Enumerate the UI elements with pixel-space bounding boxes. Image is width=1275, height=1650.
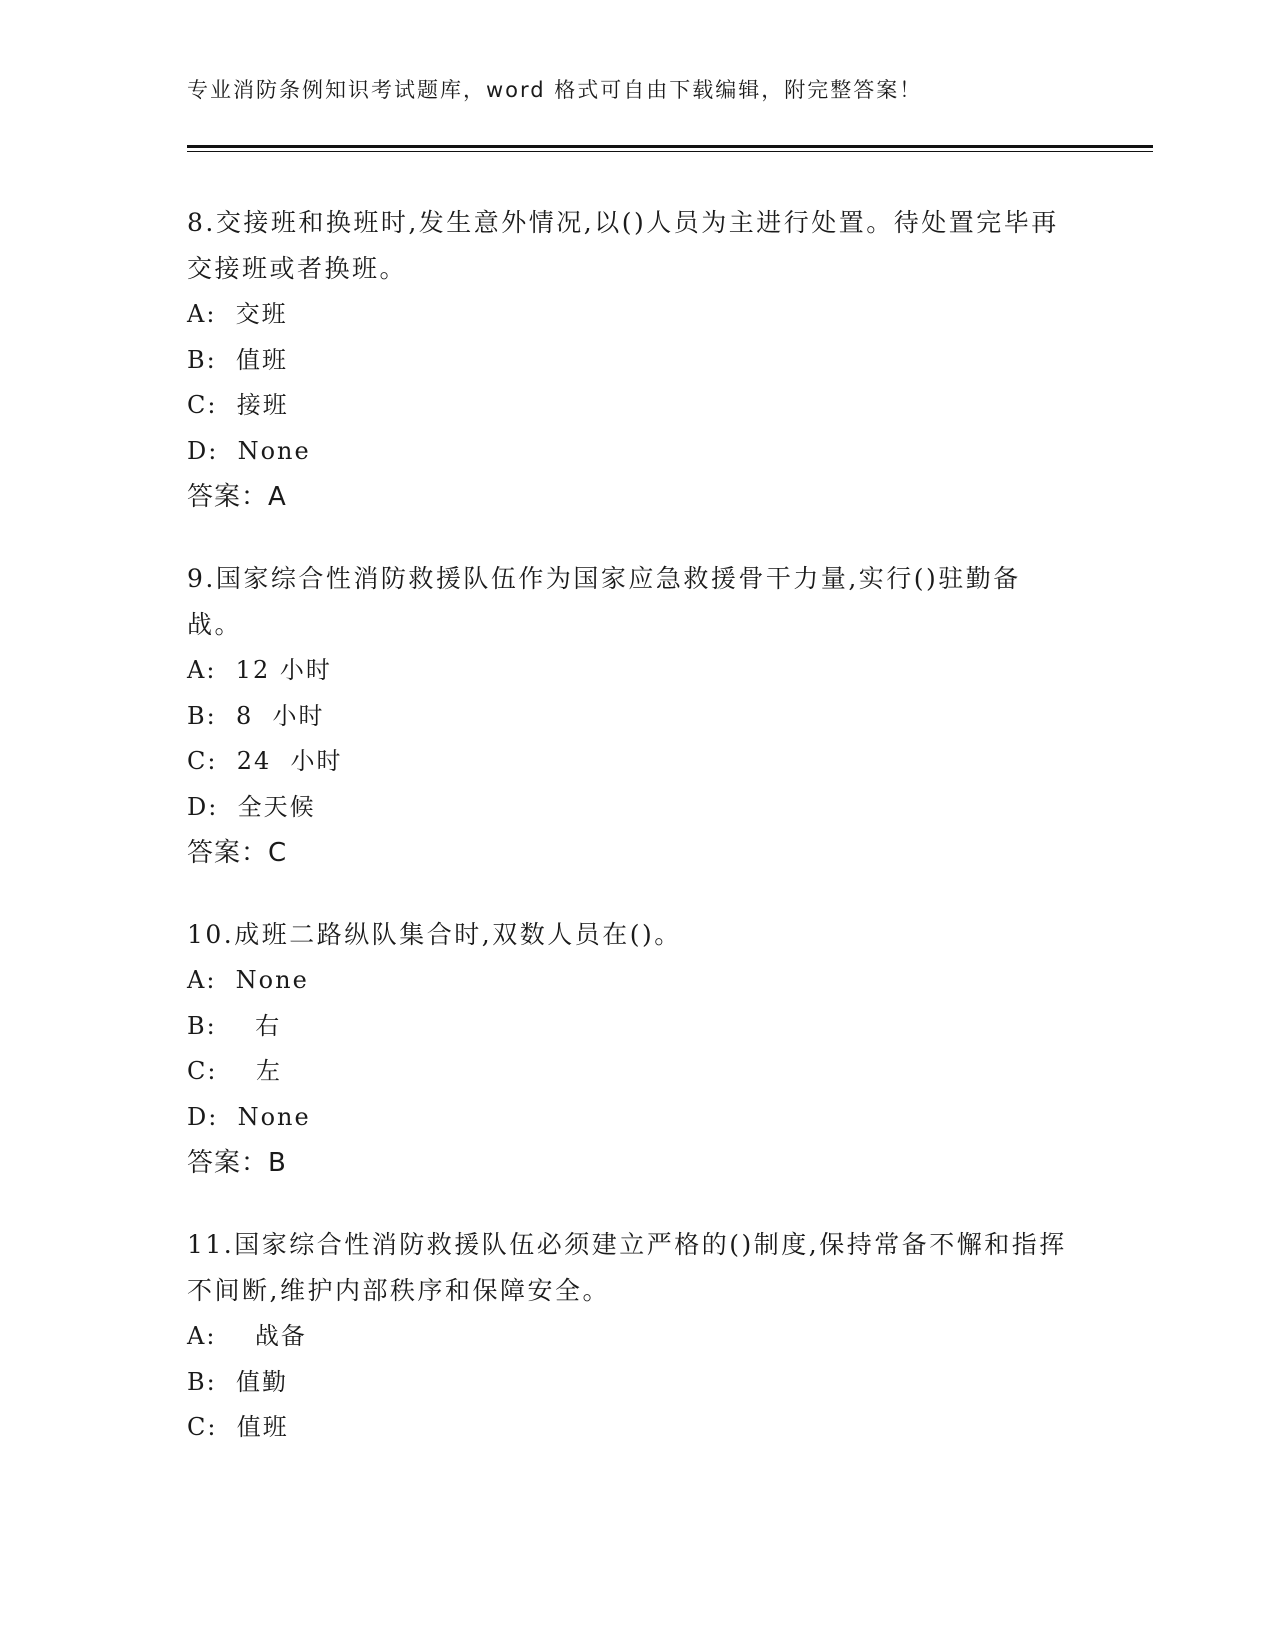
option-b: B: 8 小时 bbox=[187, 701, 325, 730]
option-b: B: 值班 bbox=[187, 345, 288, 374]
question-text: 8.交接班和换班时,发生意外情况,以()人员为主进行处置。待处置完毕再交接班或者换班。 bbox=[187, 208, 1059, 283]
question-text: 10.成班二路纵队集合时,双数人员在()。 bbox=[187, 920, 682, 949]
option-c: C: 接班 bbox=[187, 391, 289, 419]
answer-line: 答案：C bbox=[187, 838, 288, 868]
header-rule-thick bbox=[187, 145, 1153, 148]
option-a: A: 12 小时 bbox=[187, 656, 332, 684]
question-text: 9.国家综合性消防救援队伍作为国家应急救援骨干力量,实行()驻勤备战。 bbox=[187, 564, 1021, 639]
option-c: C: 左 bbox=[187, 1057, 282, 1085]
answer-line: 答案：B bbox=[187, 1148, 287, 1178]
question-10 bbox=[187, 912, 1087, 1186]
document-header: 专业消防条例知识考试题库，word 格式可自由下载编辑，附完整答案！ bbox=[187, 78, 923, 102]
question-8 bbox=[187, 200, 1087, 520]
option-d: D: None bbox=[187, 436, 311, 465]
option-a: A: 战备 bbox=[187, 1322, 307, 1350]
option-b: B: 值勤 bbox=[187, 1367, 288, 1396]
question-11 bbox=[187, 1222, 1087, 1451]
option-d: D: None bbox=[187, 1102, 311, 1131]
option-a: A: 交班 bbox=[187, 300, 288, 328]
option-a: A: None bbox=[187, 966, 309, 994]
question-text: 11.国家综合性消防救援队伍必须建立严格的()制度,保持常备不懈和指挥不间断,维护内部秩序和保障安全。 bbox=[187, 1230, 1067, 1305]
option-d: D: 全天候 bbox=[187, 792, 316, 821]
header-rule-thin bbox=[187, 151, 1153, 152]
option-b: B: 右 bbox=[187, 1011, 282, 1040]
answer-line: 答案：A bbox=[187, 482, 287, 512]
option-c: C: 值班 bbox=[187, 1413, 289, 1441]
question-list bbox=[187, 200, 1087, 1487]
question-9 bbox=[187, 556, 1087, 876]
option-c: C: 24 小时 bbox=[187, 747, 343, 775]
